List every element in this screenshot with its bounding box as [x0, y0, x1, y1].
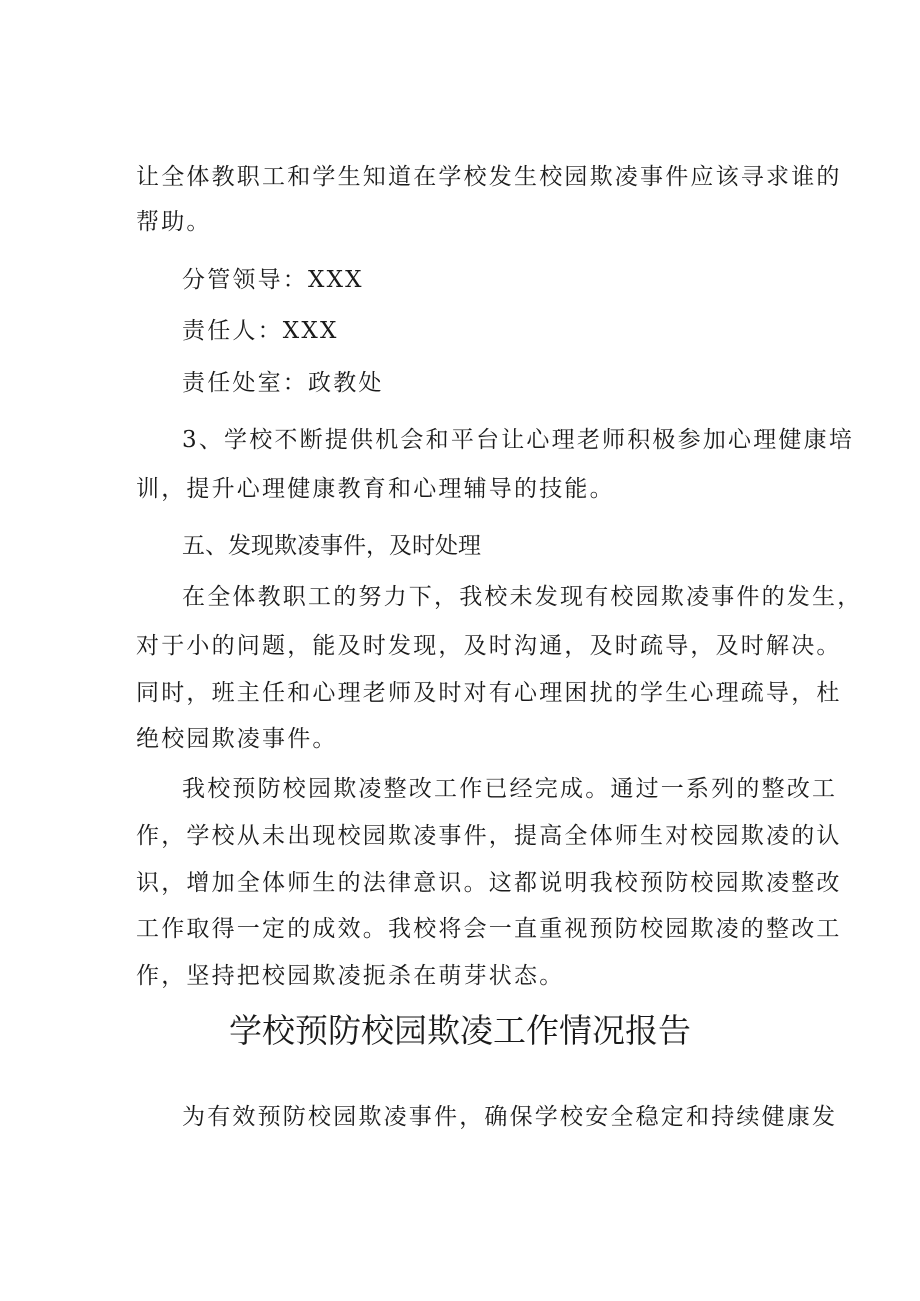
report-title: 学校预防校园欺凌工作情况报告 — [229, 1011, 691, 1050]
body-text-line: 同时，班主任和心理老师及时对有心理困扰的学生心理疏导，杜 — [136, 680, 842, 706]
body-text-line: 为有效预防校园欺凌事件，确保学校安全稳定和持续健康发 — [182, 1104, 838, 1130]
body-text-line: 作，学校从未出现校园欺凌事件，提高全体师生对校园欺凌的认 — [136, 823, 842, 849]
body-text-line: 在全体教职工的努力下，我校未发现有校园欺凌事件的发生， — [182, 584, 863, 610]
contact-office: 责任处室：政教处 — [182, 370, 384, 396]
body-text-line: 帮助。 — [136, 209, 212, 235]
contact-person: 责任人：XXX — [182, 318, 339, 344]
body-text-line: 我校预防校园欺凌整改工作已经完成。通过一系列的整改工 — [182, 776, 838, 802]
body-text-line: 让全体教职工和学生知道在学校发生校园欺凌事件应该寻求谁的 — [136, 164, 842, 190]
section-heading: 五、发现欺凌事件，及时处理 — [182, 533, 481, 559]
body-text-line: 识，增加全体师生的法律意识。这都说明我校预防校园欺凌整改 — [136, 870, 842, 896]
body-text-line: 作，坚持把校园欺凌扼杀在萌芽状态。 — [136, 963, 565, 989]
body-text-line: 训，提升心理健康教育和心理辅导的技能。 — [136, 476, 615, 502]
contact-leader: 分管领导：XXX — [182, 267, 364, 293]
body-text-line: 工作取得一定的成效。我校将会一直重视预防校园欺凌的整改工 — [136, 916, 842, 942]
body-text-line: 绝校园欺凌事件。 — [136, 726, 338, 752]
body-text-line: 对于小的问题，能及时发现，及时沟通，及时疏导，及时解决。 — [136, 633, 842, 659]
body-text-line: 3、学校不断提供机会和平台让心理老师积极参加心理健康培 — [182, 427, 855, 453]
